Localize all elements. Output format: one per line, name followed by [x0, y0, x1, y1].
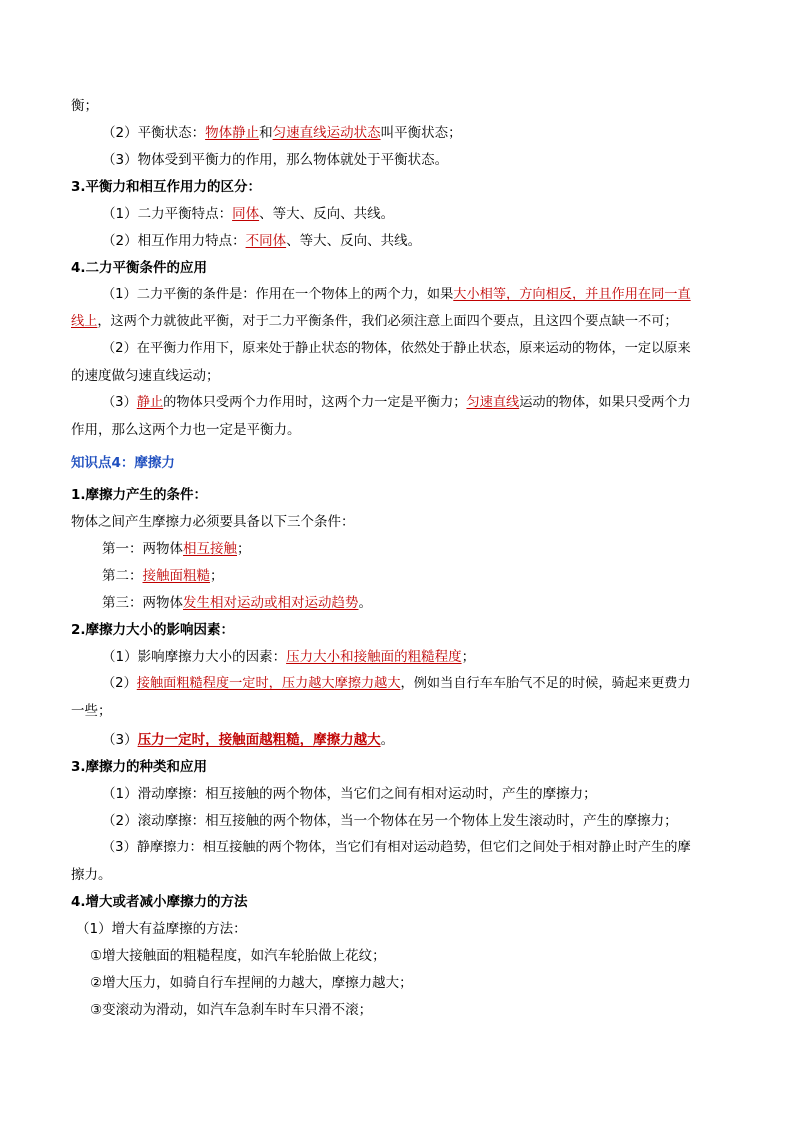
text-line: 线上，这两个力就彼此平衡，对于二力平衡条件，我们必须注意上面四个要点，且这四个要点缺一不可；: [71, 314, 678, 329]
answer-text: 物体静止: [205, 125, 260, 141]
answer-text: 不同体: [245, 233, 287, 249]
answer-text: 接触面粗糙: [142, 568, 210, 584]
text-line: （3）静摩擦力：相互接触的两个物体，当它们有相对运动趋势，但它们之间处于相对静止时产生的摩: [102, 840, 691, 855]
text-line: （1）增大有益摩擦的方法：: [76, 921, 247, 937]
text-line: （3）物体受到平衡力的作用，那么物体就处于平衡状态。: [102, 152, 449, 168]
answer-text: 匀速直线: [466, 395, 520, 410]
answer-text: 压力一定时，接触面越粗糙，摩擦力越大: [137, 732, 381, 748]
text-line: 衡；: [71, 98, 98, 114]
answer-text: 相互接触: [183, 541, 237, 557]
text-line: 第二：接触面粗糙；: [102, 568, 224, 584]
text-line: （3）静止的物体只受两个力作用时，这两个力一定是平衡力；匀速直线运动的物体，如果只受两个力: [102, 395, 691, 410]
text-line: 作用，那么这两个力也一定是平衡力。: [71, 422, 301, 438]
section-heading: 3.平衡力和相互作用力的区分：: [71, 179, 262, 195]
text-line: 的速度做匀速直线运动；: [71, 368, 220, 384]
text-line: （2）在平衡力作用下，原来处于静止状态的物体，依然处于静止状态，原来运动的物体，一定以原来: [102, 341, 691, 356]
list-item: ②增大压力，如骑自行车捏闸的力越大，摩擦力越大；: [90, 975, 413, 991]
knowledge-point-heading: 知识点4：摩擦力: [71, 455, 175, 471]
text-line: 一些；: [71, 703, 112, 719]
answer-text: 接触面粗糙程度一定时，压力越大摩擦力越大: [136, 676, 401, 691]
text-line: 物体之间产生摩擦力必须要具备以下三个条件：: [71, 514, 355, 530]
text-line: （2）接触面粗糙程度一定时，压力越大摩擦力越大，例如当自行车车胎气不足的时候，骑起来更费力: [102, 676, 691, 691]
list-item: ③变滚动为滑动，如汽车急刹车时车只滑不滚；: [90, 1002, 373, 1018]
section-heading: 4.二力平衡条件的应用: [71, 260, 208, 276]
text-line: （1）滑动摩擦：相互接触的两个物体，当它们之间有相对运动时，产生的摩擦力；: [102, 786, 597, 802]
text-line: （1）二力平衡特点：同体、等大、反向、共线。: [102, 206, 395, 222]
text-line: 擦力。: [71, 867, 112, 883]
list-item: ①增大接触面的粗糙程度，如汽车轮胎做上花纹；: [90, 948, 386, 964]
answer-text: 压力大小和接触面的粗糙程度: [286, 649, 462, 665]
answer-text: 静止: [136, 395, 164, 410]
section-heading: 1.摩擦力产生的条件：: [71, 487, 208, 503]
answer-text: 线上: [71, 314, 98, 329]
section-heading: 2.摩擦力大小的影响因素：: [71, 622, 235, 638]
text-line: （3）压力一定时，接触面越粗糙，摩擦力越大。: [102, 732, 395, 748]
text-line: （2）相互作用力特点：不同体、等大、反向、共线。: [102, 233, 422, 249]
section-heading: 3.摩擦力的种类和应用: [71, 759, 208, 775]
answer-text: 同体: [232, 206, 260, 222]
text-line: 第三：两物体发生相对运动或相对运动趋势。: [102, 595, 372, 611]
answer-text: 大小相等，方向相反，并且作用在同一直: [453, 287, 691, 302]
text-line: （1）影响摩擦力大小的因素：压力大小和接触面的粗糙程度；: [102, 649, 476, 665]
text-line: （1）二力平衡的条件是：作用在一个物体上的两个力，如果大小相等，方向相反，并且作用在同一直: [102, 287, 691, 302]
section-heading: 4.增大或者减小摩擦力的方法: [71, 894, 248, 910]
answer-text: 匀速直线运动状态: [272, 125, 381, 141]
text-line: （2）平衡状态：物体静止和匀速直线运动状态叫平衡状态；: [102, 125, 462, 141]
text-line: 第一：两物体相互接触；: [102, 541, 251, 557]
answer-text: 发生相对运动或相对运动趋势: [183, 595, 359, 611]
text-line: （2）滚动摩擦：相互接触的两个物体，当一个物体在另一个物体上发生滚动时，产生的摩擦力；: [102, 813, 678, 829]
